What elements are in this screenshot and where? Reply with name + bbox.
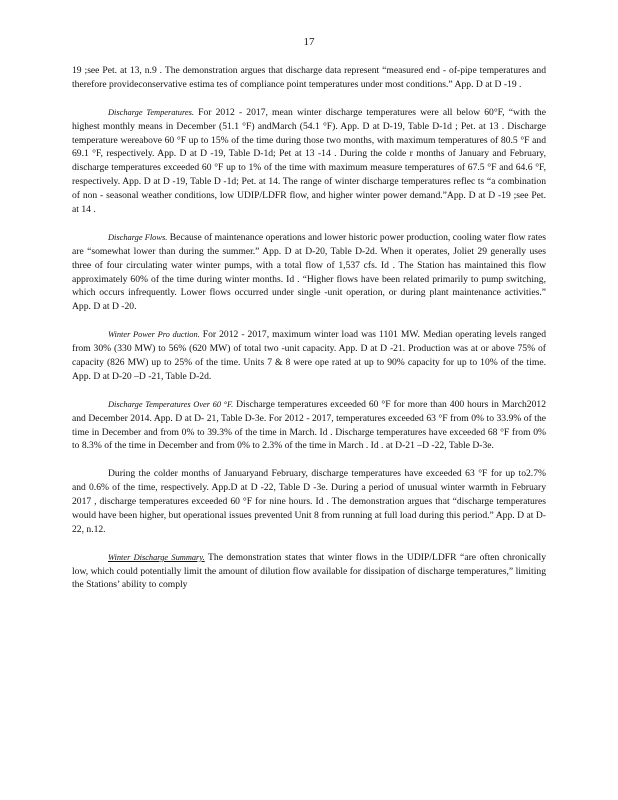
section-heading: Winter Discharge Summary.: [108, 552, 205, 562]
paragraph-temperatures-over-60: [72, 398, 546, 454]
paragraph-citation: [72, 64, 546, 92]
document-body: [72, 64, 546, 606]
section-heading: Winter Power Pro duction.: [108, 330, 200, 340]
paragraph-winter-power-production: [72, 328, 546, 384]
paragraph-text: Because of maintenance operations and lower historic power production, cooling water flow rates are “somewhat lower than during the summer.” App. D at D-20, Table D-2d. When it operates, Joliet 29 generally uses three of four circulating water winter pumps, with a total flow of 1,537 cfs. Id . The Station has maintained this flow approximately 60% of the time during winter months. Id . “Higher flows have been related primarily to pump switching, which occurs infrequently. Lower flows occurred under single -unit operation, or during plant maintenance activities.” App. D at D -20.: [72, 231, 546, 313]
paragraph-text: 19 ;see Pet. at 13, n.9 . The demonstration argues that discharge data represent “measured end - of-pipe temperatures and therefore provideconservative estima tes of compliance point temperatures under most conditions.” App. D at D -19 .: [72, 65, 546, 90]
section-heading: Discharge Temperatures.: [108, 107, 194, 117]
page-number: 17: [303, 36, 315, 48]
paragraph-text: The demonstration states that winter flows in the UDIP/LDFR “are often chronically low, which could potentially limit the amount of dilution flow available for dissipation of discharge temperatures,” limiting the Stations’ ability to comply: [72, 551, 546, 591]
section-heading: Discharge Temperatures Over 60 °F.: [108, 399, 234, 409]
section-heading: Discharge Flows.: [108, 232, 168, 242]
paragraph-discharge-flows: [72, 231, 546, 314]
paragraph-discharge-temperatures: [72, 106, 546, 217]
paragraph-text: For 2012 - 2017, maximum winter load was 1101 MW. Median operating levels ranged from 30% (330 MW) to 56% (620 MW) of total two -unit capacity. App. D at D -21. Production was at or above 75% of capacity (826 MW) up to 25% of the time. Units 7 & 8 were ope rated at up to 90% capacity for up to 10% of the time. App. D at D-20 –D -21, Table D-2d.: [72, 329, 546, 382]
paragraph-text: For 2012 - 2017, mean winter discharge temperatures were all below 60°F, “with the highest monthly means in December (51.1 °F) andMarch (54.1 °F). App. D at D-19, Table D-1d ; Pet. at 13 . Discharge temperature wereabove 60 °F up to 15% of the time during those two months, with maximum temperatures of 80.5 °F and 69.1 °F, respectively. App. D at D -19, Table D-1d; Pet at 13 -14 . During the colde r months of January and February, discharge temperatures exceeded 60 °F up to 1% of the time with maximum measure temperatures of 67.5 °F and 64.6 °F, respectively. App. D at D -19, Table D -1d; Pet. at 14. The range of winter discharge temperatures reflec ts “a combination of non - seasonal weather conditions, low UDIP/LDFR flow, and higher winter power demand.”App. D at D -19 ;see Pet. at 14 .: [72, 106, 546, 216]
paragraph-winter-discharge-summary: [72, 551, 546, 593]
paragraph-colder-months: [72, 467, 546, 537]
paragraph-text: Discharge temperatures exceeded 60 °F for more than 400 hours in March2012 and December 2014. App. D at D- 21, Table D-3e. For 2012 - 2017, temperatures exceeded 63 °F from 0% to 33.9% of the time in December and from 0% to 39.3% of the time in March. Id . Discharge temperatures have exceeded 68 °F from 0% to 8.3% of the time in December and from 0% to 2.3% of the time in March . Id . at D-21 –D -22, Table D-3e.: [72, 398, 546, 452]
paragraph-text: During the colder months of Januaryand February, discharge temperatures have exceeded 63 °F for up to2.7% and 0.6% of the time, respectively. App.D at D -22, Table D -3e. During a period of unusual winter warmth in February 2017 , discharge temperatures exceeded 60 °F for nine hours. Id . The demonstration argues that “discharge temperatures would have been higher, but operational issues prevented Unit 8 from running at full load during this period.” App. D at D-22, n.12.: [72, 468, 546, 535]
